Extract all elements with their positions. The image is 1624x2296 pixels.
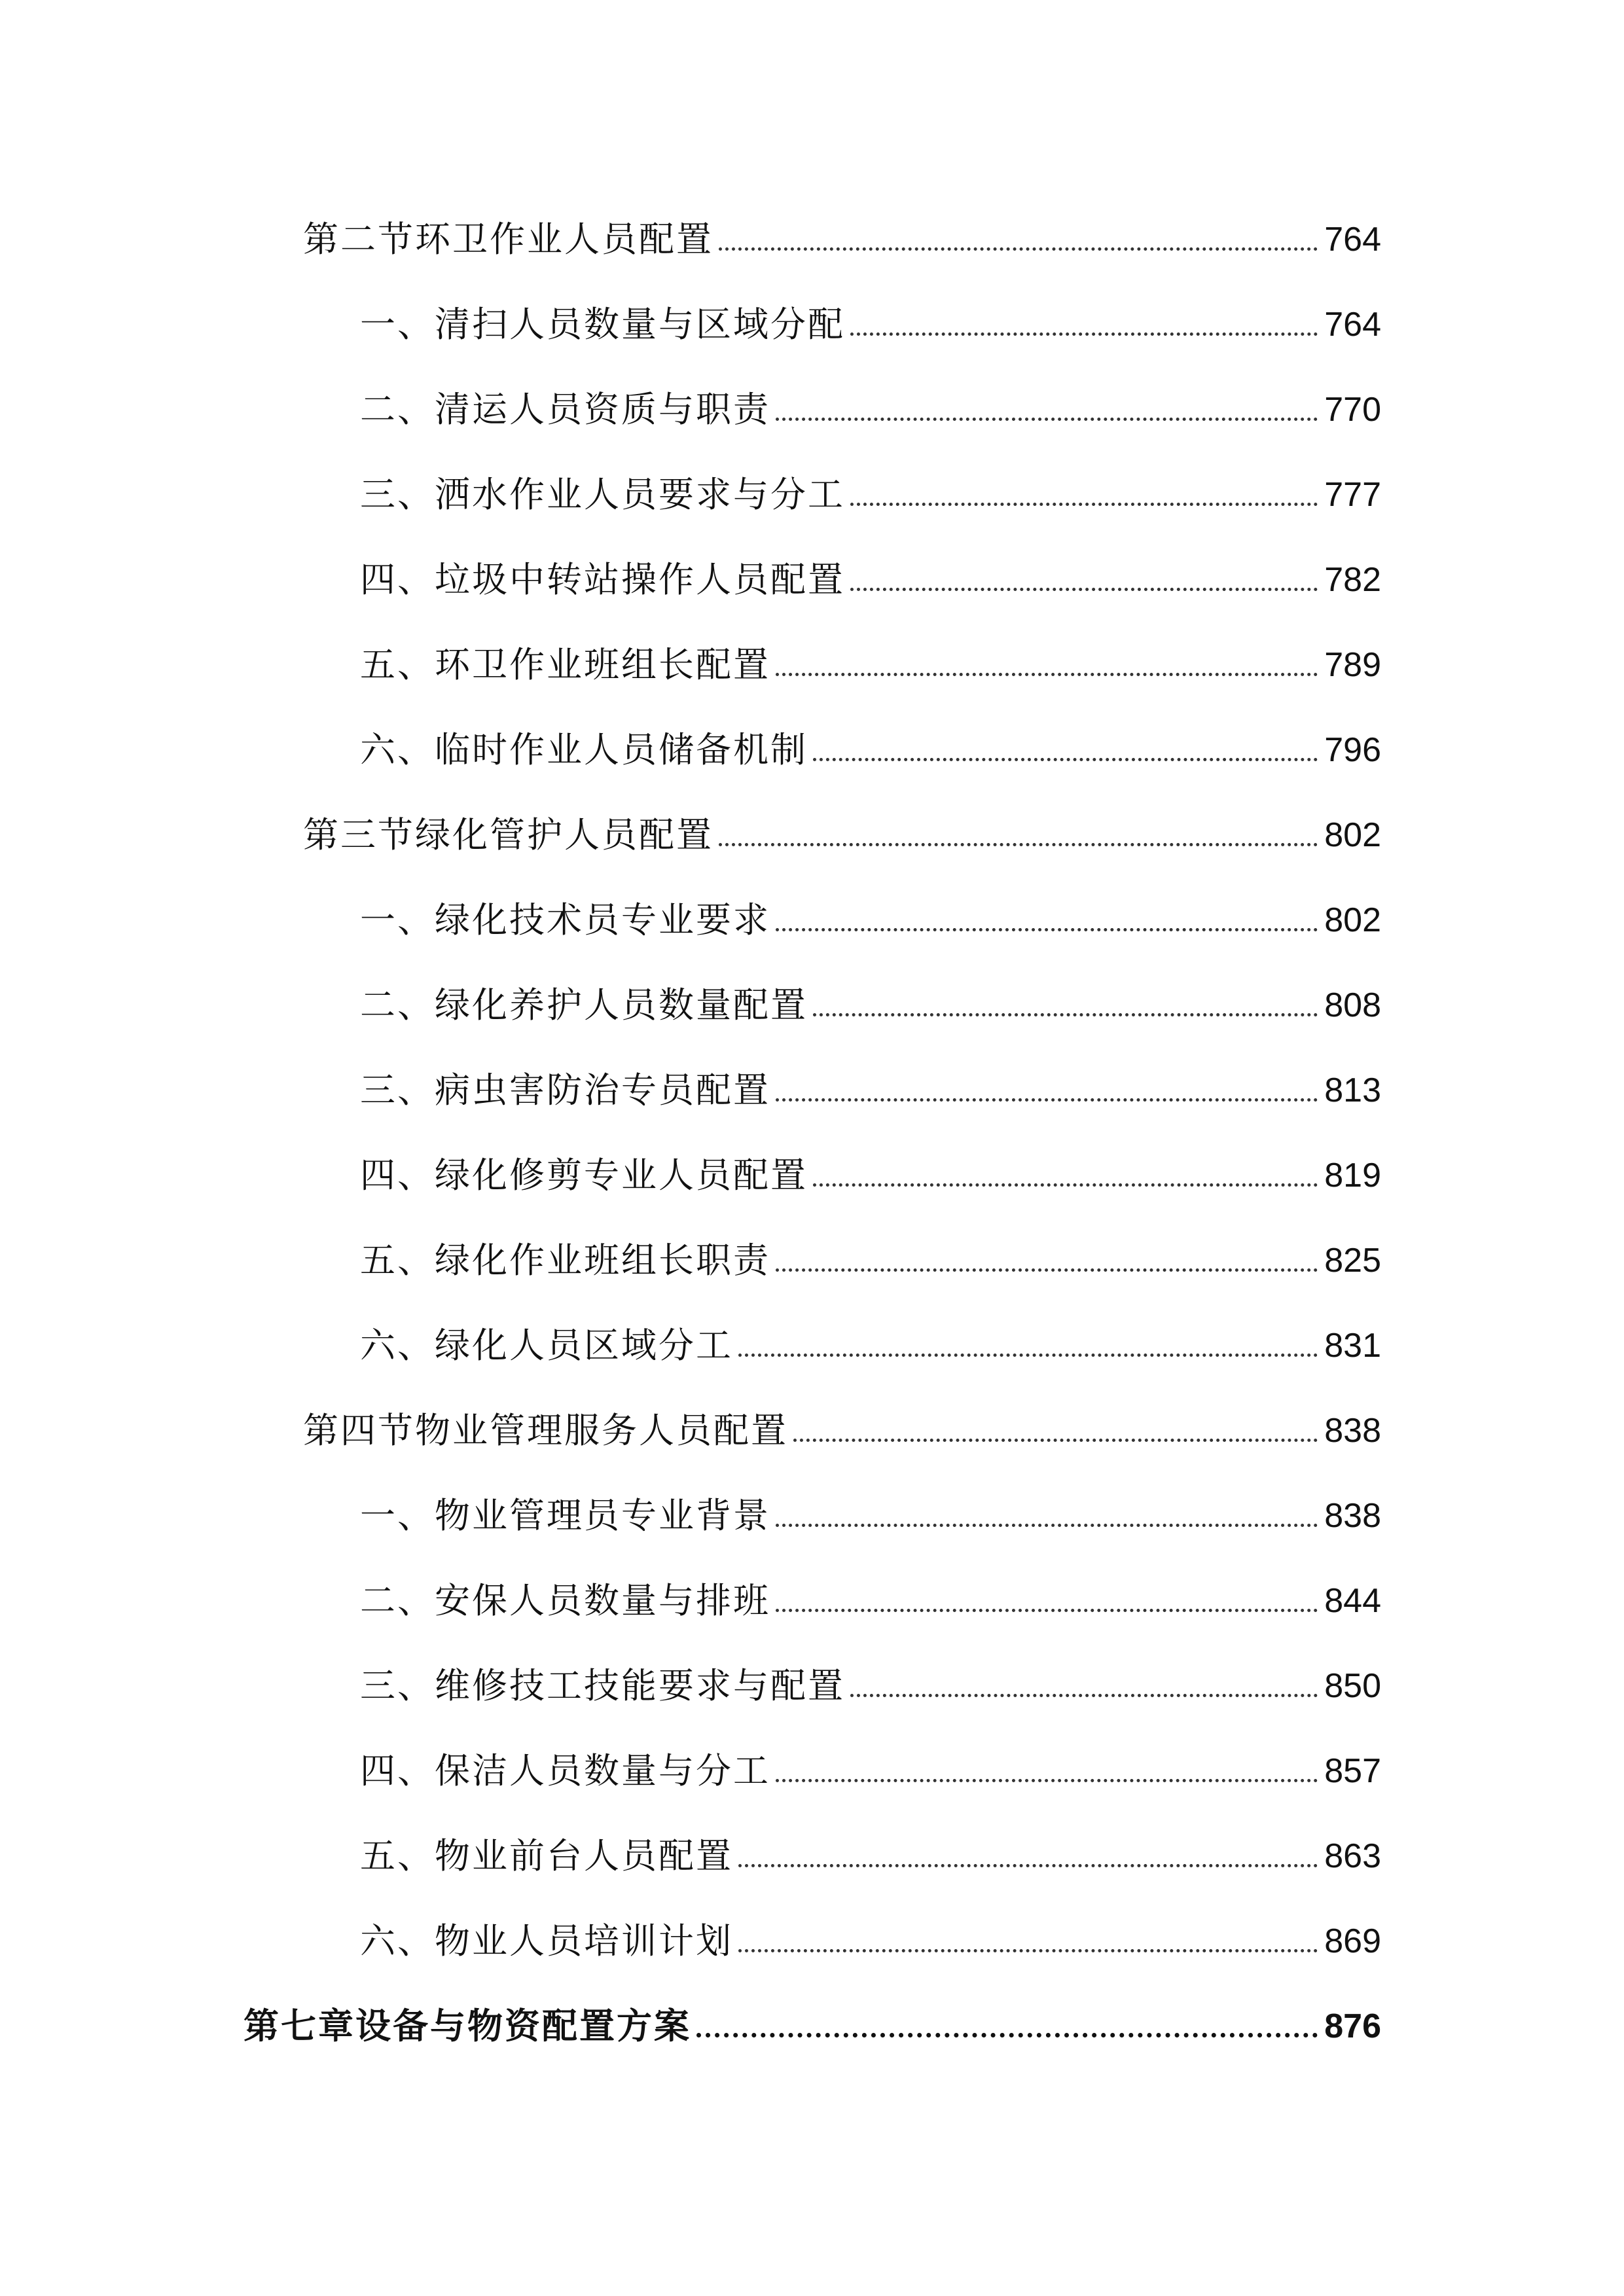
toc-section-entry[interactable]	[303, 1398, 1381, 1463]
toc-item-entry[interactable]	[360, 1568, 1381, 1634]
toc-entry-page-number: 764	[1324, 306, 1381, 344]
toc-entry-title: 六、临时作业人员储备机制	[360, 729, 808, 770]
toc-entry-title: 六、绿化人员区域分工	[360, 1325, 733, 1366]
toc-entry-title: 第四节物业管理服务人员配置	[303, 1410, 788, 1451]
toc-entry-page-number: 857	[1324, 1752, 1381, 1790]
toc-entry-page-number: 838	[1324, 1497, 1381, 1535]
toc-item-entry[interactable]	[360, 1823, 1381, 1889]
toc-entry-title: 四、保洁人员数量与分工	[360, 1750, 770, 1791]
toc-item-entry[interactable]	[360, 1909, 1381, 1974]
dot-leader	[850, 1694, 1318, 1697]
toc-section-entry[interactable]	[303, 802, 1381, 868]
toc-entry-title: 一、绿化技术员专业要求	[360, 899, 770, 941]
toc-entry-title: 五、环卫作业班组长配置	[360, 644, 770, 685]
toc-item-entry[interactable]	[360, 1653, 1381, 1719]
dot-leader	[776, 1098, 1318, 1102]
toc-entry-title: 六、物业人员培训计划	[360, 1920, 733, 1962]
toc-item-entry[interactable]	[360, 1228, 1381, 1293]
dot-leader	[776, 418, 1318, 421]
dot-leader	[776, 1609, 1318, 1612]
toc-entry-page-number: 838	[1324, 1412, 1381, 1450]
dot-leader	[850, 332, 1318, 336]
toc-entry-page-number: 796	[1324, 731, 1381, 769]
toc-entry-page-number: 770	[1324, 391, 1381, 429]
dot-leader	[850, 588, 1318, 591]
toc-entry-title: 三、病虫害防治专员配置	[360, 1069, 770, 1111]
dot-leader	[776, 673, 1318, 676]
toc-entry-page-number: 802	[1324, 901, 1381, 939]
toc-entry-page-number: 764	[1324, 221, 1381, 259]
toc-item-entry[interactable]	[360, 1313, 1381, 1378]
toc-entry-title: 二、安保人员数量与排班	[360, 1580, 770, 1621]
toc-entry-page-number: 844	[1324, 1582, 1381, 1620]
dot-leader	[738, 1949, 1318, 1952]
dot-leader	[719, 843, 1318, 846]
toc-entry-title: 五、物业前台人员配置	[360, 1835, 733, 1876]
toc-entry-title: 四、垃圾中转站操作人员配置	[360, 559, 845, 600]
toc-item-entry[interactable]	[360, 462, 1381, 528]
toc-item-entry[interactable]	[360, 1738, 1381, 1804]
toc-item-entry[interactable]	[360, 1058, 1381, 1123]
toc-item-entry[interactable]	[360, 973, 1381, 1038]
toc-item-entry[interactable]	[360, 377, 1381, 442]
dot-leader	[719, 247, 1318, 251]
toc-entry-page-number: 777	[1324, 476, 1381, 514]
dot-leader	[738, 1354, 1318, 1357]
dot-leader	[776, 1779, 1318, 1782]
dot-leader	[776, 1268, 1318, 1272]
toc-entry-page-number: 789	[1324, 646, 1381, 684]
toc-entry-title: 三、洒水作业人员要求与分工	[360, 474, 845, 515]
toc-entry-page-number: 819	[1324, 1157, 1381, 1194]
toc-entry-page-number: 831	[1324, 1327, 1381, 1365]
toc-entry-page-number: 782	[1324, 561, 1381, 599]
dot-leader	[813, 758, 1318, 761]
dot-leader	[776, 928, 1318, 931]
toc-entry-page-number: 863	[1324, 1837, 1381, 1875]
dot-leader	[850, 503, 1318, 506]
toc-entry-page-number: 850	[1324, 1667, 1381, 1705]
toc-chapter-entry[interactable]	[244, 1994, 1381, 2059]
toc-entry-title: 一、物业管理员专业背景	[360, 1495, 770, 1536]
toc-item-entry[interactable]	[360, 717, 1381, 783]
toc-entry-title: 五、绿化作业班组长职责	[360, 1240, 770, 1281]
toc-entry-title: 第二节环卫作业人员配置	[303, 219, 713, 260]
toc-section-entry[interactable]	[303, 207, 1381, 272]
toc-item-entry[interactable]	[360, 632, 1381, 698]
toc-entry-title: 四、绿化修剪专业人员配置	[360, 1155, 808, 1196]
toc-entry-title: 三、维修技工技能要求与配置	[360, 1665, 845, 1706]
toc-entry-page-number: 808	[1324, 986, 1381, 1024]
toc-entry-title: 一、清扫人员数量与区域分配	[360, 304, 845, 345]
toc-entry-page-number: 876	[1324, 2007, 1381, 2045]
dot-leader	[776, 1524, 1318, 1527]
toc-entry-title: 第七章设备与物资配置方案	[244, 2005, 691, 2047]
dot-leader	[696, 2033, 1318, 2037]
dot-leader	[813, 1013, 1318, 1016]
toc-entry-title: 第三节绿化管护人员配置	[303, 814, 713, 855]
toc-entry-page-number: 813	[1324, 1071, 1381, 1109]
toc-entry-page-number: 825	[1324, 1242, 1381, 1280]
toc-entry-title: 二、绿化养护人员数量配置	[360, 984, 808, 1026]
dot-leader	[813, 1183, 1318, 1187]
toc-item-entry[interactable]	[360, 1483, 1381, 1549]
toc-entry-title: 二、清运人员资质与职责	[360, 389, 770, 430]
toc-item-entry[interactable]	[360, 292, 1381, 357]
toc-entry-page-number: 869	[1324, 1922, 1381, 1960]
toc-item-entry[interactable]	[360, 547, 1381, 613]
dot-leader	[793, 1439, 1318, 1442]
dot-leader	[738, 1864, 1318, 1867]
toc-entry-page-number: 802	[1324, 816, 1381, 854]
toc-item-entry[interactable]	[360, 888, 1381, 953]
toc-item-entry[interactable]	[360, 1143, 1381, 1208]
